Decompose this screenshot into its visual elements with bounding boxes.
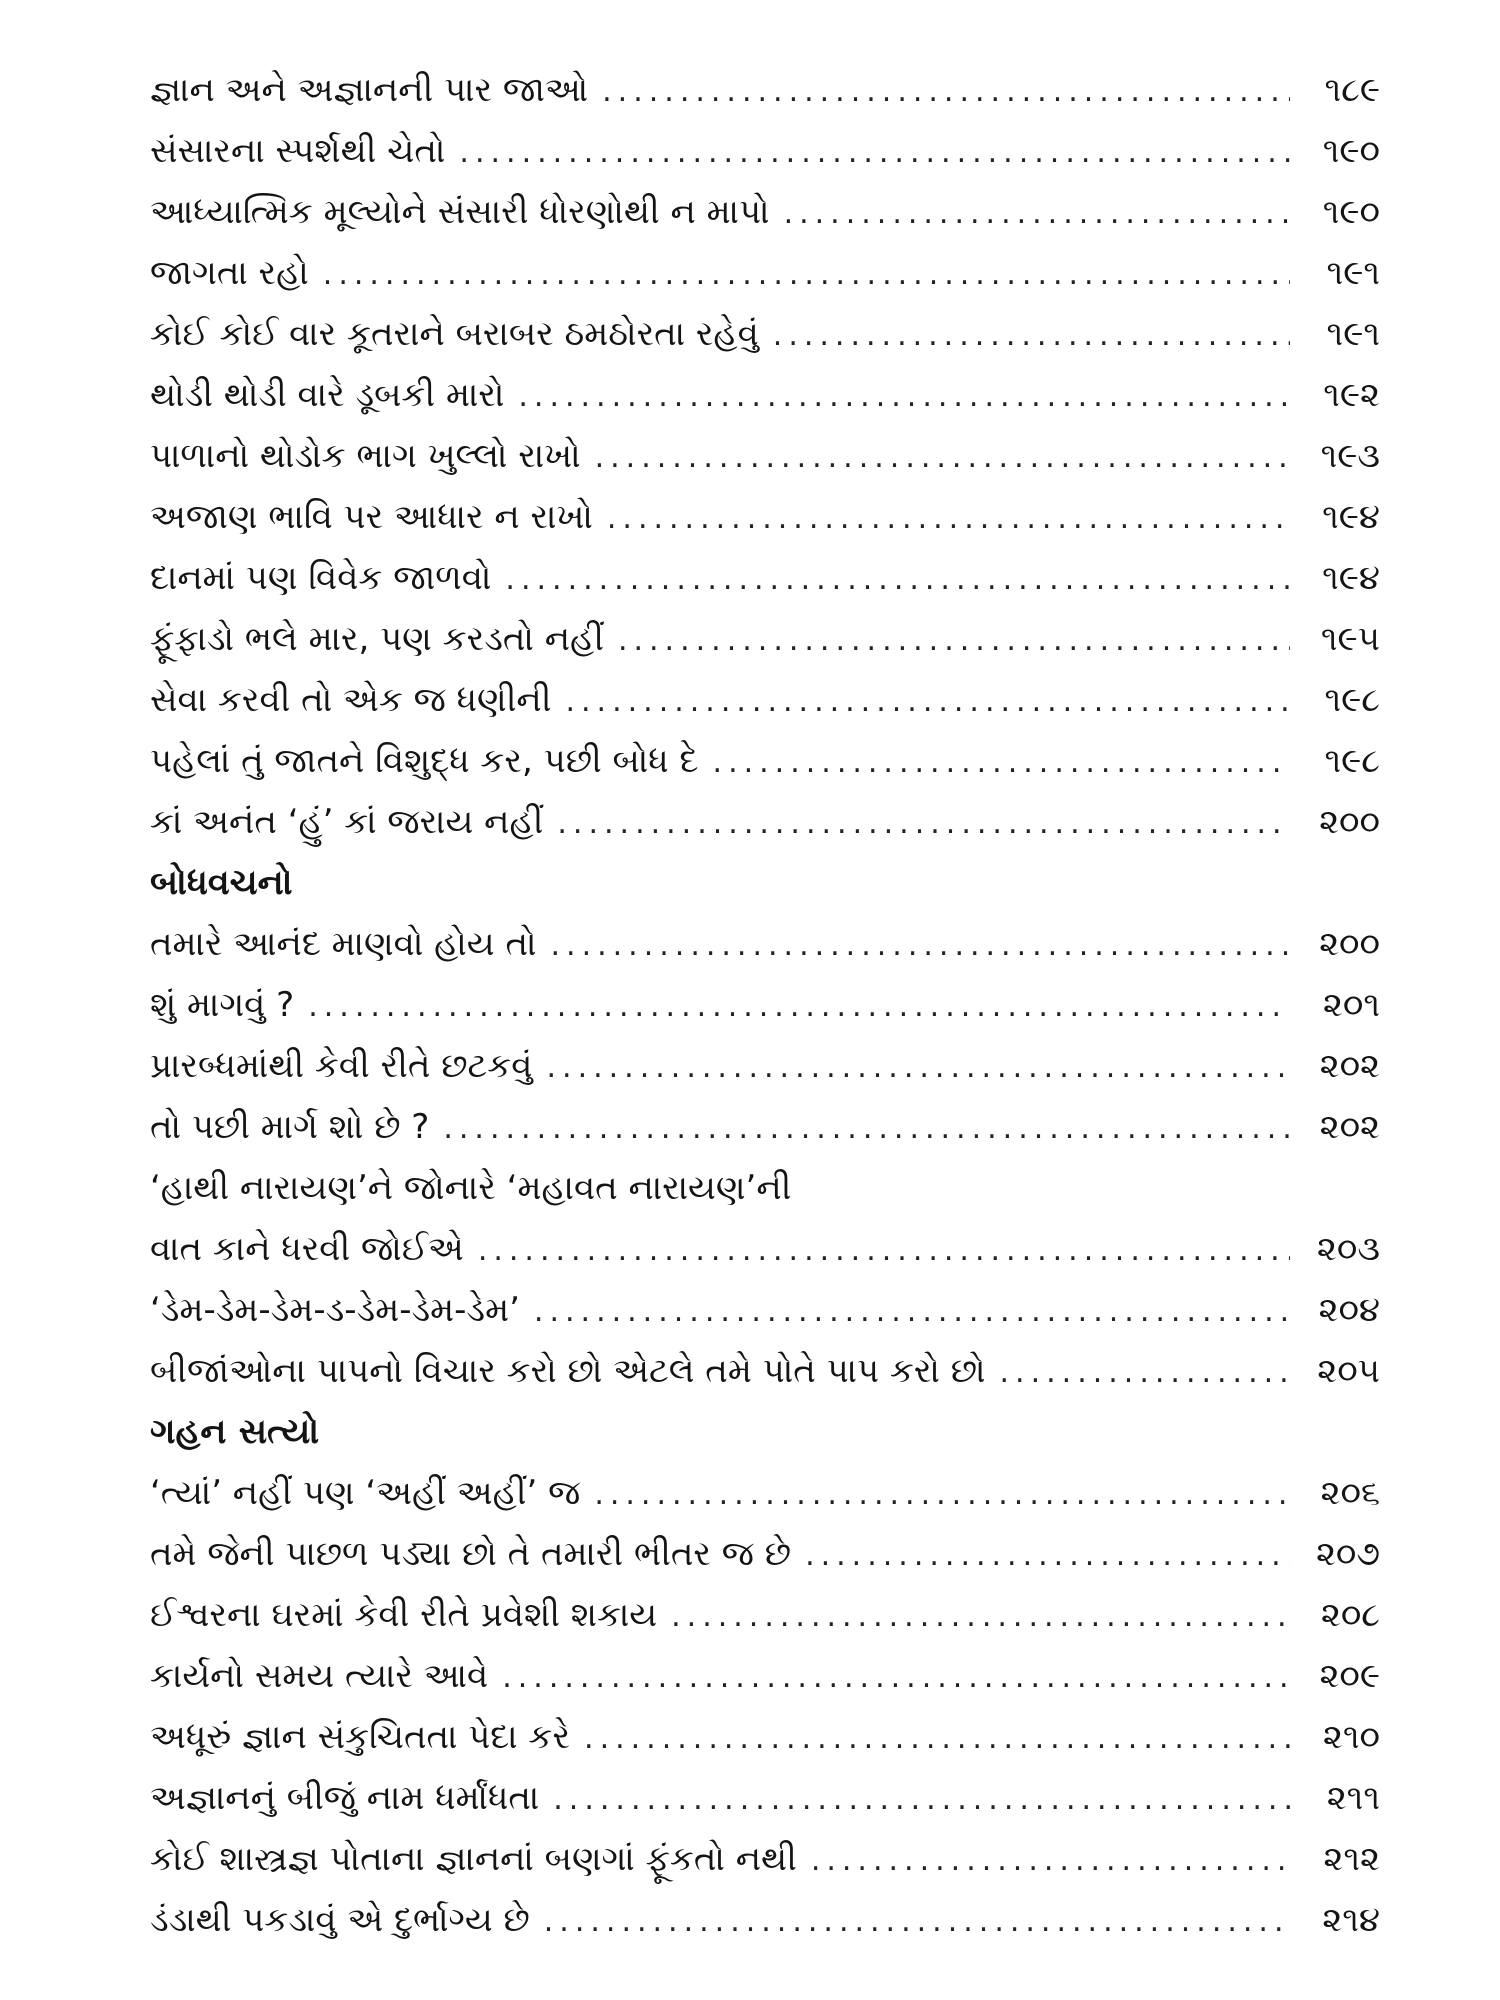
page-number: ૧૯૪: [1322, 497, 1380, 537]
page-number: ૧૯૩: [1320, 436, 1380, 476]
toc-entry: [150, 121, 1380, 182]
dot-leader: [505, 549, 1290, 610]
page-number: ૨૦૨: [1319, 1046, 1380, 1086]
page-number: ૨૦૯: [1319, 1656, 1380, 1696]
dot-leader: [565, 671, 1290, 732]
page-number: ૧૯૦: [1322, 131, 1380, 171]
dot-leader: [551, 915, 1291, 976]
toc-entry: [150, 731, 1380, 792]
toc-entry: [150, 1585, 1380, 1646]
page-number: ૧૯૧: [1326, 253, 1380, 293]
entry-title: ‘હાથી નારાયણ’ને જોનારે ‘મહાવત નારાયણ’ની: [150, 1168, 792, 1208]
page-number: ૨૦૧: [1322, 985, 1380, 1025]
dot-leader: [773, 305, 1290, 366]
dot-leader: [594, 1464, 1290, 1525]
dot-leader: [459, 122, 1290, 183]
entry-title: સેવા કરવી તો એક જ ધણીની: [150, 680, 552, 720]
page-number: ૨૦૦: [1319, 924, 1380, 964]
page-number: ૧૯૧: [1326, 314, 1380, 354]
toc-entry: [150, 60, 1380, 121]
dot-leader: [534, 1281, 1290, 1342]
entry-title: અજાણ ભાવિ પર આધાર ન રાખો: [150, 497, 593, 537]
entry-title: પ્રારબ્ધમાંથી કેવી રીતે છટકવું: [150, 1046, 533, 1086]
table-of-contents: [150, 60, 1380, 1951]
page-number: ૧૯૨: [1323, 375, 1380, 415]
entry-title: પાળાનો થોડોક ભાગ ખુલ્લો રાખો: [150, 436, 581, 476]
toc-entry: [150, 243, 1380, 304]
dot-leader: [308, 976, 1290, 1037]
dot-leader: [713, 732, 1290, 793]
entry-title: દાનમાં પણ વિવેક જાળવો: [150, 558, 492, 598]
toc-entry: [150, 365, 1380, 426]
entry-title: પહેલાં તું જાતને વિશુદ્ધ કર, પછી બોધ દે: [150, 741, 699, 781]
page-number: ૧૯૮: [1324, 680, 1380, 720]
entry-title: વાત કાને ધરવી જોઈએ: [150, 1229, 464, 1269]
page-number: ૧૯૦: [1322, 192, 1380, 232]
dot-leader: [811, 1830, 1290, 1891]
toc-entry: [150, 670, 1380, 731]
toc-entry: [150, 1219, 1380, 1280]
page-number: ૨૦૫: [1317, 1351, 1380, 1391]
dot-leader: [323, 244, 1290, 305]
entry-title: થોડી થોડી વારે ડૂબકી મારો: [150, 375, 505, 415]
section-heading: ગહન સત્યો: [150, 1412, 320, 1452]
toc-entry: [150, 1463, 1380, 1524]
dot-leader: [618, 610, 1290, 671]
toc-entry: [150, 1707, 1380, 1768]
dot-leader: [557, 793, 1290, 854]
dot-leader: [547, 1037, 1291, 1098]
page-number: ૨૧૪: [1322, 1900, 1380, 1940]
toc-entry: [150, 1341, 1380, 1402]
dot-leader: [607, 488, 1290, 549]
toc-entry: [150, 914, 1380, 975]
entry-title: કાં અનંત ‘હું’ કાં જરાય નહીં: [150, 802, 544, 842]
page-number: ૨૦૬: [1320, 1473, 1380, 1513]
entry-title: ઈશ્વરના ઘરમાં કેવી રીતે પ્રવેશી શકાય: [150, 1595, 658, 1635]
entry-title: ફૂંફાડો ભલે માર, પણ કરડતો નહીં: [150, 619, 604, 659]
entry-title: તો પછી માર્ગ શો છે ?: [150, 1107, 430, 1147]
page-number: ૨૦૩: [1316, 1229, 1380, 1269]
toc-entry: [150, 1280, 1380, 1341]
entry-title: તમારે આનંદ માણવો હોય તો: [150, 924, 537, 964]
entry-title: શું માગવું ?: [150, 985, 295, 1025]
dot-leader: [595, 427, 1290, 488]
entry-title: તમે જેની પાછળ પડ્યા છો તે તમારી ભીતર જ છે: [150, 1534, 792, 1574]
toc-entry: [150, 1768, 1380, 1829]
page-number: ૧૯૫: [1320, 619, 1380, 659]
entry-title: અધૂરું જ્ઞાન સંકુચિતતા પેદા કરે: [150, 1717, 571, 1757]
toc-entry: [150, 548, 1380, 609]
entry-title: જ્ઞાન અને અજ્ઞાનની પાર જાઓ: [150, 70, 589, 110]
toc-entry: [150, 792, 1380, 853]
dot-leader: [518, 366, 1290, 427]
dot-leader: [584, 1708, 1290, 1769]
entry-title: ‘ડેમ-ડેમ-ડેમ-ડ-ડેમ-ડેમ-ડેમ’: [150, 1290, 520, 1330]
entry-title: આધ્યાત્મિક મૂલ્યોને સંસારી ધોરણોથી ન માપો: [150, 192, 770, 232]
entry-title: જાગતા રહો: [150, 253, 309, 293]
toc-entry: [150, 1646, 1380, 1707]
entry-title: સંસારના સ્પર્શથી ચેતો: [150, 131, 446, 171]
page-number: ૨૦૭: [1315, 1534, 1380, 1574]
toc-entry: [150, 1036, 1380, 1097]
section-heading: બોધવચનો: [150, 863, 293, 903]
page-number: ૨૦૮: [1320, 1595, 1380, 1635]
page-number: ૨૦૦: [1319, 802, 1380, 842]
dot-leader: [602, 61, 1290, 122]
entry-title: ડંડાથી પકડાવું એ દુર્ભાગ્ય છે: [150, 1900, 530, 1940]
toc-entry-line: [150, 1158, 1380, 1219]
toc-entry: [150, 1829, 1380, 1890]
entry-title: ‘ત્યાં’ નહીં પણ ‘અહીં અહીં’ જ: [150, 1473, 581, 1513]
dot-leader: [805, 1525, 1290, 1586]
toc-entry: [150, 304, 1380, 365]
entry-title: કાર્યનો સમય ત્યારે આવે: [150, 1656, 489, 1696]
toc-entry: [150, 1097, 1380, 1158]
toc-entry: [150, 1890, 1380, 1951]
dot-leader: [784, 183, 1290, 244]
toc-entry: [150, 975, 1380, 1036]
page-number: ૧૮૯: [1324, 70, 1380, 110]
entry-title: કોઈ કોઈ વાર કૂતરાને બરાબર ઠમઠોરતા રહેવું: [150, 314, 759, 354]
entry-title: અજ્ઞાનનું બીજું નામ ધર્માંધતા: [150, 1778, 540, 1818]
entry-title: બીજાંઓના પાપનો વિચાર કરો છો એટલે તમે પોતે પાપ કરો છો: [150, 1351, 986, 1391]
page-number: ૧૯૮: [1324, 741, 1380, 781]
dot-leader: [502, 1647, 1290, 1708]
toc-entry: [150, 1524, 1380, 1585]
page-number: ૨૦૪: [1318, 1290, 1380, 1330]
page-number: ૨૧૦: [1322, 1717, 1380, 1757]
dot-leader: [443, 1098, 1290, 1159]
dot-leader: [544, 1891, 1290, 1952]
page-number: ૨૧૨: [1323, 1839, 1380, 1879]
toc-entry: [150, 487, 1380, 548]
page-number: ૨૧૧: [1326, 1778, 1380, 1818]
dot-leader: [553, 1769, 1290, 1830]
toc-entry: [150, 609, 1380, 670]
toc-entry: [150, 182, 1380, 243]
dot-leader: [1000, 1342, 1290, 1403]
page-number: ૧૯૪: [1322, 558, 1380, 598]
entry-title: કોઈ શાસ્ત્રજ્ઞ પોતાના જ્ઞાનનાં બણગાં ફૂંકતો નથી: [150, 1839, 797, 1879]
dot-leader: [671, 1586, 1290, 1647]
dot-leader: [478, 1220, 1290, 1281]
toc-entry: [150, 426, 1380, 487]
page-number: ૨૦૨: [1319, 1107, 1380, 1147]
